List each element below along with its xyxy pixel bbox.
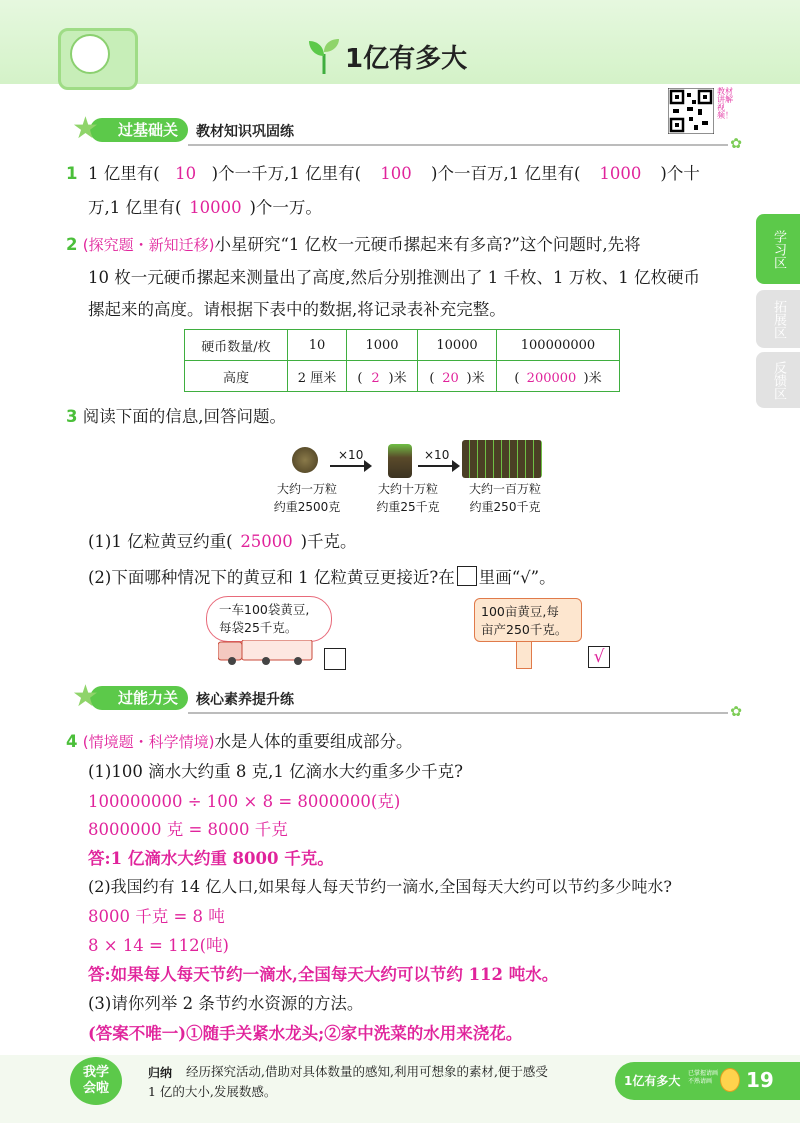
table-cell: ( 20 )米 [418, 361, 497, 392]
section-badge: 过基础关 [90, 118, 188, 142]
section-subtitle: 核心素养提升练 [196, 692, 294, 708]
question-4-part-2: (2)我国约有 14 亿人口,如果每人每天节约一滴水,全国每天大约可以节约多少吨水? [88, 877, 672, 896]
table-cell: 硬币数量/枚 [185, 330, 288, 361]
table-cell: 10 [288, 330, 347, 361]
answer: 1000 [599, 164, 642, 183]
question-4-part-3: (3)请你列举 2 条节约水资源的方法。 [88, 994, 364, 1013]
checkbox-example-icon [457, 566, 477, 586]
solution-line: 8 × 14 = 112(吨) [88, 936, 229, 955]
field-sign-board: 100亩黄豆,每 亩产250千克。 [474, 598, 582, 642]
divider [188, 144, 728, 146]
truck-cloud-bubble: 一车100袋黄豆, 每袋25千克。 [206, 596, 332, 642]
arrow-head-icon [364, 460, 372, 472]
section-subtitle: 教材知识巩固练 [196, 124, 294, 140]
flower-icon: ✿ [730, 704, 742, 720]
star-icon: ★ [72, 679, 99, 714]
section-header-basic [72, 111, 742, 152]
question-tag: (探究题・新知迁移) [82, 236, 215, 254]
table-cell: 100000000 [497, 330, 620, 361]
question-2-line-1: 2 (探究题・新知迁移)小星研究“1 亿枚一元硬币摞起来有多高?”这个问题时,先将 [66, 235, 641, 254]
summary-text: 经历探究活动,借助对具体数量的感知,利用可想象的素材,便于感受 1 亿的大小,发展数感。 [148, 1064, 548, 1099]
question-3-part-1: (1)1 亿粒黄豆约重( 25000 )千克。 [88, 532, 357, 551]
solution-answer: 答:1 亿滴水大约重 8000 千克。 [88, 849, 334, 868]
multiply-label: ×10 [338, 448, 364, 462]
footer-pill-note: 已掌握请画 不熟请画 [688, 1070, 719, 1085]
answer: 10000 [189, 198, 242, 217]
page-number: 19 [746, 1068, 774, 1092]
table-cell: 10000 [418, 330, 497, 361]
star-icon: ★ [72, 111, 99, 146]
bean-pile-icon [292, 447, 318, 473]
table-cell: ( 2 )米 [347, 361, 418, 392]
mascot-face-icon [70, 34, 110, 74]
question-3-part-2: (2)下面哪种情况下的黄豆和 1 亿粒黄豆更接近?在 里画“√”。 [88, 568, 556, 587]
solution-answer: 答:如果每人每天节约一滴水,全国每天大约可以节约 112 吨水。 [88, 965, 559, 984]
question-1-line-2: 万,1 亿里有( 10000 )个一万。 [88, 198, 322, 217]
question-3-stem: 3 阅读下面的信息,回答问题。 [66, 407, 286, 426]
page-title: 1亿有多大 [345, 44, 468, 74]
mascot-small-icon [720, 1068, 740, 1092]
answer: 20 [442, 370, 459, 386]
field-checkbox[interactable]: √ [588, 646, 610, 668]
question-1-line-1: 1 1 亿里有( 10 )个一千万,1 亿里有( 100 )个一百万,1 亿里有( 1000 )个十 [66, 164, 700, 183]
bean-caption: 大约一万粒 约重2500克 [273, 482, 341, 514]
question-number: 3 [66, 407, 78, 426]
truck-icon [218, 640, 314, 666]
table-cell: 高度 [185, 361, 288, 392]
summary-label: 归纳 [148, 1066, 173, 1080]
question-number: 4 [66, 732, 78, 751]
section-badge: 过能力关 [90, 686, 188, 710]
section-header-ability [72, 679, 742, 720]
answer: 10 [175, 164, 197, 183]
table-row [185, 330, 620, 361]
multiply-label: ×10 [424, 448, 450, 462]
arrow-icon [418, 465, 456, 467]
solution-line: 8000 千克 = 8 吨 [88, 907, 225, 926]
sprout-icon [306, 36, 342, 80]
flower-icon: ✿ [730, 136, 742, 152]
answer: 25000 [240, 532, 293, 551]
question-number: 2 [66, 235, 78, 254]
question-number: 1 [66, 164, 78, 183]
footer-badge: 我学 会啦 [70, 1057, 122, 1105]
answer: 100 [380, 164, 412, 183]
bean-bag-icon [388, 444, 412, 478]
sign-post-icon [516, 642, 532, 669]
solution-answer: (答案不唯一)①随手关紧水龙头;②家中洗菜的水用来浇花。 [88, 1024, 523, 1043]
table-row [185, 361, 620, 392]
question-4-stem: 4 (情境题・科学情境)水是人体的重要组成部分。 [66, 732, 413, 751]
question-2-line-3: 摞起来的高度。请根据下表中的数据,将记录表补充完整。 [88, 300, 506, 319]
tab-extend[interactable]: 拓展区 [756, 290, 800, 348]
table-cell: 2 厘米 [288, 361, 347, 392]
coin-height-table [184, 329, 620, 392]
question-2-line-2: 10 枚一元硬币摞起来测量出了高度,然后分别推测出了 1 千枚、1 万枚、1 亿枚硬币 [88, 268, 700, 287]
arrow-icon [330, 465, 368, 467]
tab-study[interactable]: 学习区 [756, 214, 800, 284]
bean-caption: 大约一百万粒 约重250千克 [468, 482, 541, 514]
table-cell: 1000 [347, 330, 418, 361]
bean-caption: 大约十万粒 约重25千克 [376, 482, 440, 514]
answer: 200000 [526, 370, 577, 386]
footer-pill-title: 1亿有多大 [624, 1074, 681, 1088]
answer: 2 [371, 370, 380, 386]
solution-line: 100000000 ÷ 100 × 8 = 8000000(克) [88, 792, 401, 811]
question-tag: (情境题・科学情境) [82, 733, 215, 751]
question-4-part-1: (1)100 滴水大约重 8 克,1 亿滴水大约重多少千克? [88, 762, 463, 781]
bean-bags-group-icon [462, 440, 542, 478]
qr-caption: 教材讲解视频！ [717, 87, 733, 120]
truck-checkbox[interactable] [324, 648, 346, 670]
tab-feedback[interactable]: 反馈区 [756, 352, 800, 408]
arrow-head-icon [452, 460, 460, 472]
table-cell: ( 200000 )米 [497, 361, 620, 392]
divider [188, 712, 728, 714]
solution-line: 8000000 克 = 8000 千克 [88, 820, 288, 839]
